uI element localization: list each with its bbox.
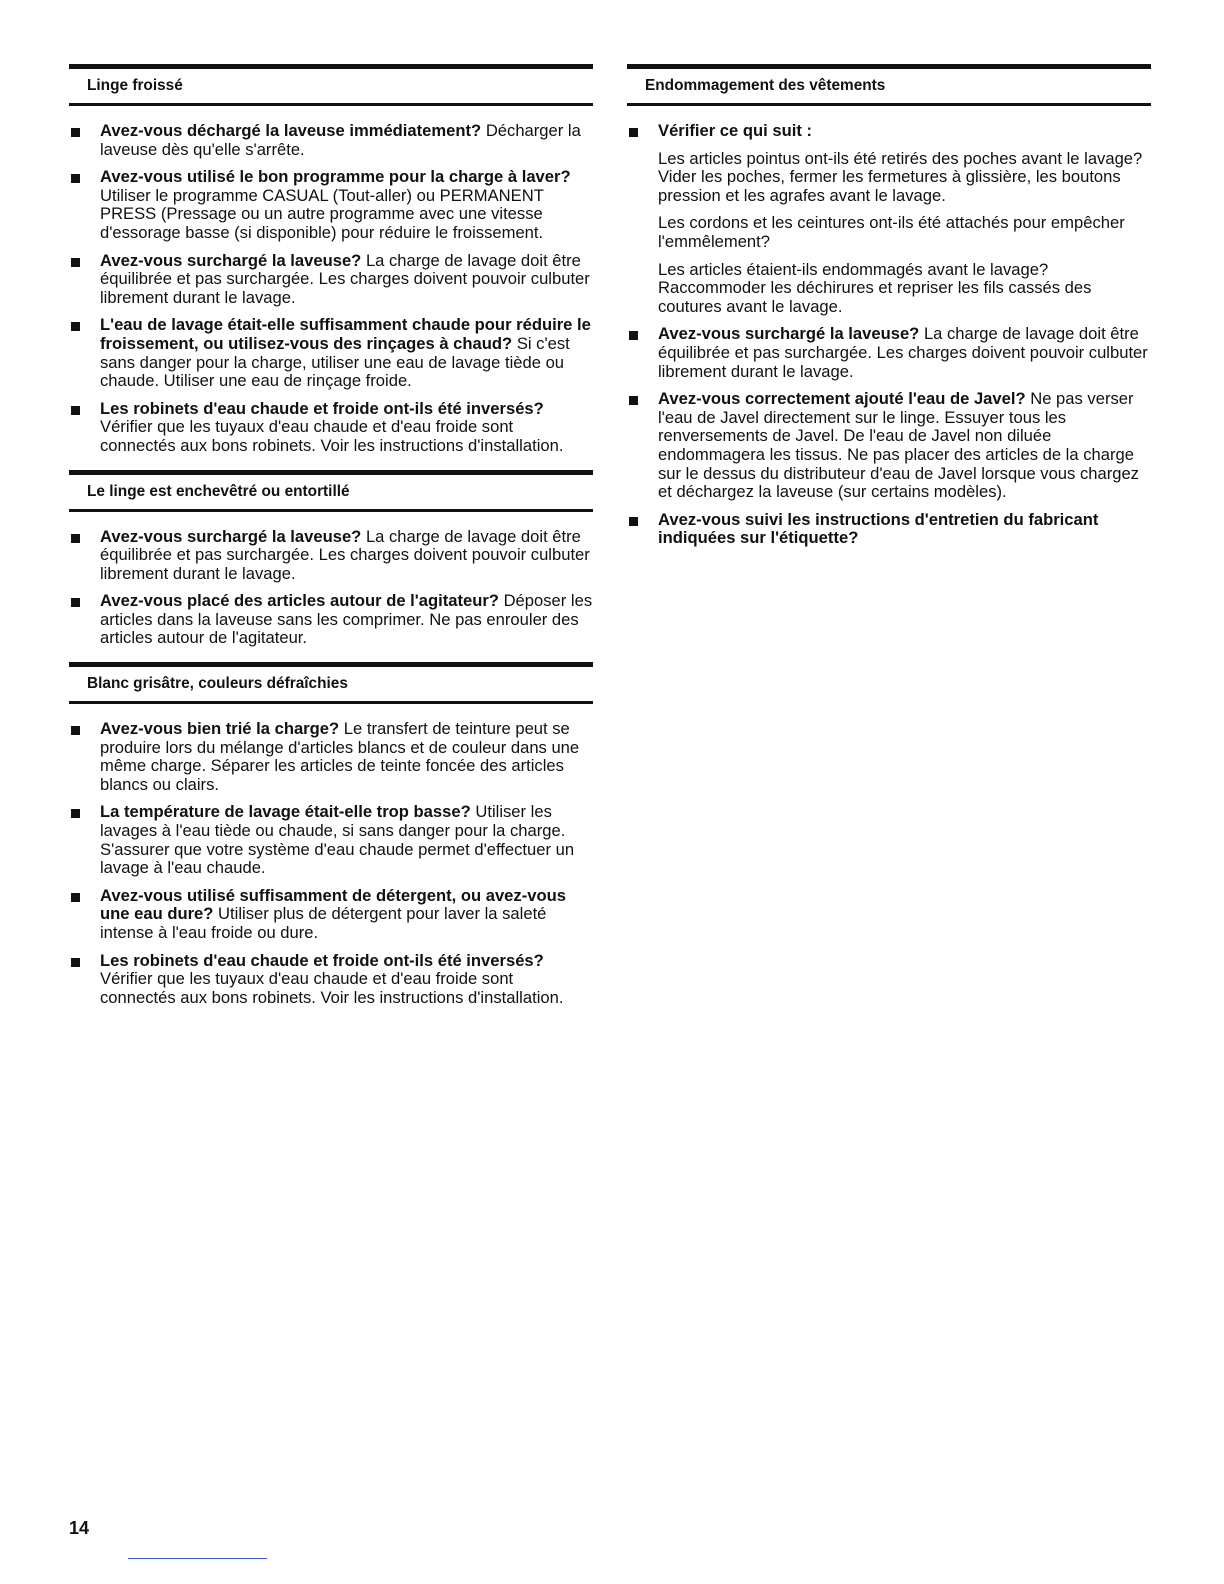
list-item — [627, 122, 1151, 316]
section-heading: Endommagement des vêtements — [627, 64, 1151, 106]
square-bullet-icon — [71, 174, 80, 183]
check-paragraph: Les cordons et les ceintures ont-ils été attachés pour empêcher l'emmêlement? — [658, 213, 1125, 251]
square-bullet-icon — [71, 726, 80, 735]
section-endommagement — [627, 64, 1151, 548]
item-answer: Décharger la laveuse dès qu'elle s'arrête. — [100, 121, 581, 159]
list-item — [69, 720, 593, 794]
square-bullet-icon — [71, 128, 80, 137]
item-question: Avez-vous surchargé la laveuse? — [100, 250, 362, 270]
section-blanc-grisatre — [69, 662, 593, 1007]
item-question: Les robinets d'eau chaude et froide ont-ils été inversés? — [100, 950, 544, 970]
item-answer: Utiliser les lavages à l'eau tiède ou chaude, si sans danger pour la charge. S'assurer que votre système d'eau chaude permet d'effectuer un lavage à l'eau chaude. — [100, 802, 575, 878]
item-answer: Utiliser plus de détergent pour laver la saleté intense à l'eau froide ou dure. — [100, 904, 547, 942]
section-heading: Le linge est enchevêtré ou entortillé — [69, 470, 593, 512]
item-question: Avez-vous bien trié la charge? — [100, 719, 340, 739]
item-answer: La charge de lavage doit être équilibrée et pas surchargée. Les charges doivent pouvoir culbuter librement durant le lavage. — [100, 250, 590, 307]
square-bullet-icon — [71, 322, 80, 331]
square-bullet-icon — [629, 128, 638, 137]
section-linge-froisse — [69, 64, 593, 456]
item-question: Les robinets d'eau chaude et froide ont-ils été inversés? — [100, 398, 544, 418]
item-question: Avez-vous surchargé la laveuse? — [100, 526, 362, 546]
item-question: L'eau de lavage était-elle suffisamment chaude pour réduire le froissement, ou utilisez-vous des rinçages à chaud? — [100, 315, 591, 353]
square-bullet-icon — [71, 406, 80, 415]
item-answer: Vérifier que les tuyaux d'eau chaude et d'eau froide sont connectés aux bons robinets. Voir les instructions d'installation. — [100, 969, 564, 1007]
item-question: Avez-vous suivi les instructions d'entretien du fabricant indiquées sur l'étiquette? — [658, 509, 1099, 548]
footer-divider — [128, 1558, 267, 1559]
item-answer: Vérifier que les tuyaux d'eau chaude et d'eau froide sont connectés aux bons robinets. Voir les instructions d'installation. — [100, 417, 564, 455]
item-answer: Ne pas verser l'eau de Javel directement sur le linge. Essuyer tous les renversements de Javel. De l'eau de Javel non diluée endommagera les tissus. Ne pas placer des articles de la charge sur le dessus du distributeur d'eau de Javel lorsque vous chargez et déchargez la laveuse (sur certains modèles). — [658, 389, 1139, 502]
item-question: Avez-vous déchargé la laveuse immédiatement? — [100, 121, 482, 140]
item-question: Vérifier ce qui suit : — [658, 121, 812, 140]
item-question: Avez-vous utilisé suffisamment de détergent, ou avez-vous une eau dure? — [100, 885, 566, 924]
item-question: Avez-vous surchargé la laveuse? — [658, 324, 920, 344]
item-answer: Le transfert de teinture peut se produire lors du mélange d'articles blancs et de couleur dans une même charge. Séparer les articles de teinte foncée des articles blancs ou clairs. — [100, 719, 580, 794]
list-item — [627, 390, 1151, 502]
check-paragraph: Les articles pointus ont-ils été retirés des poches avant le lavage? Vider les poches, fermer les fermetures à glissière, les boutons pression et les agrafes avant le lavage. — [658, 148, 1143, 205]
list-item — [69, 168, 593, 242]
section-linge-enchevetre — [69, 470, 593, 649]
list-item — [627, 511, 1151, 548]
list-item — [69, 122, 593, 159]
item-answer: Si c'est sans danger pour la charge, utiliser une eau de lavage tiède ou chaude. Utiliser une eau de rinçage froide. — [100, 333, 570, 391]
square-bullet-icon — [71, 534, 80, 543]
list-item — [69, 400, 593, 456]
item-question: Avez-vous correctement ajouté l'eau de Javel? — [658, 389, 1026, 409]
list-item — [69, 528, 593, 584]
item-answer: Déposer les articles dans la laveuse sans les comprimer. Ne pas enrouler des articles autour de l'agitateur. — [100, 591, 593, 648]
list-item — [69, 316, 593, 390]
list-item — [69, 592, 593, 648]
item-answer: La charge de lavage doit être équilibrée et pas surchargée. Les charges doivent pouvoir culbuter librement durant le lavage. — [100, 526, 590, 583]
square-bullet-icon — [71, 893, 80, 902]
square-bullet-icon — [71, 809, 80, 818]
right-column — [627, 64, 1151, 562]
square-bullet-icon — [71, 958, 80, 967]
section-heading: Linge froissé — [69, 64, 593, 106]
square-bullet-icon — [629, 396, 638, 405]
check-paragraph: Les articles étaient-ils endommagés avant le lavage? Raccommoder les déchirures et repriser les fils cassés des coutures avant le lavage. — [658, 259, 1092, 316]
left-column — [69, 64, 593, 1021]
page-number: 14 — [69, 1518, 90, 1538]
list-item — [69, 887, 593, 943]
item-question: La température de lavage était-elle trop basse? — [100, 802, 471, 822]
square-bullet-icon — [71, 258, 80, 267]
item-answer: Utiliser le programme CASUAL (Tout-aller) ou PERMANENT PRESS (Pressage ou un autre programme avec une vitesse d'essorage basse (si disponible) pour réduire le froissement. — [100, 185, 544, 242]
section-heading: Blanc grisâtre, couleurs défraîchies — [69, 662, 593, 704]
item-answer: La charge de lavage doit être équilibrée et pas surchargée. Les charges doivent pouvoir culbuter librement durant le lavage. — [658, 324, 1148, 381]
square-bullet-icon — [71, 598, 80, 607]
list-item — [69, 803, 593, 877]
list-item — [627, 325, 1151, 381]
list-item — [69, 252, 593, 308]
item-question: Avez-vous placé des articles autour de l'agitateur? — [100, 591, 499, 611]
square-bullet-icon — [629, 331, 638, 340]
square-bullet-icon — [629, 517, 638, 526]
list-item — [69, 952, 593, 1008]
item-question: Avez-vous utilisé le bon programme pour la charge à laver? — [100, 167, 571, 187]
